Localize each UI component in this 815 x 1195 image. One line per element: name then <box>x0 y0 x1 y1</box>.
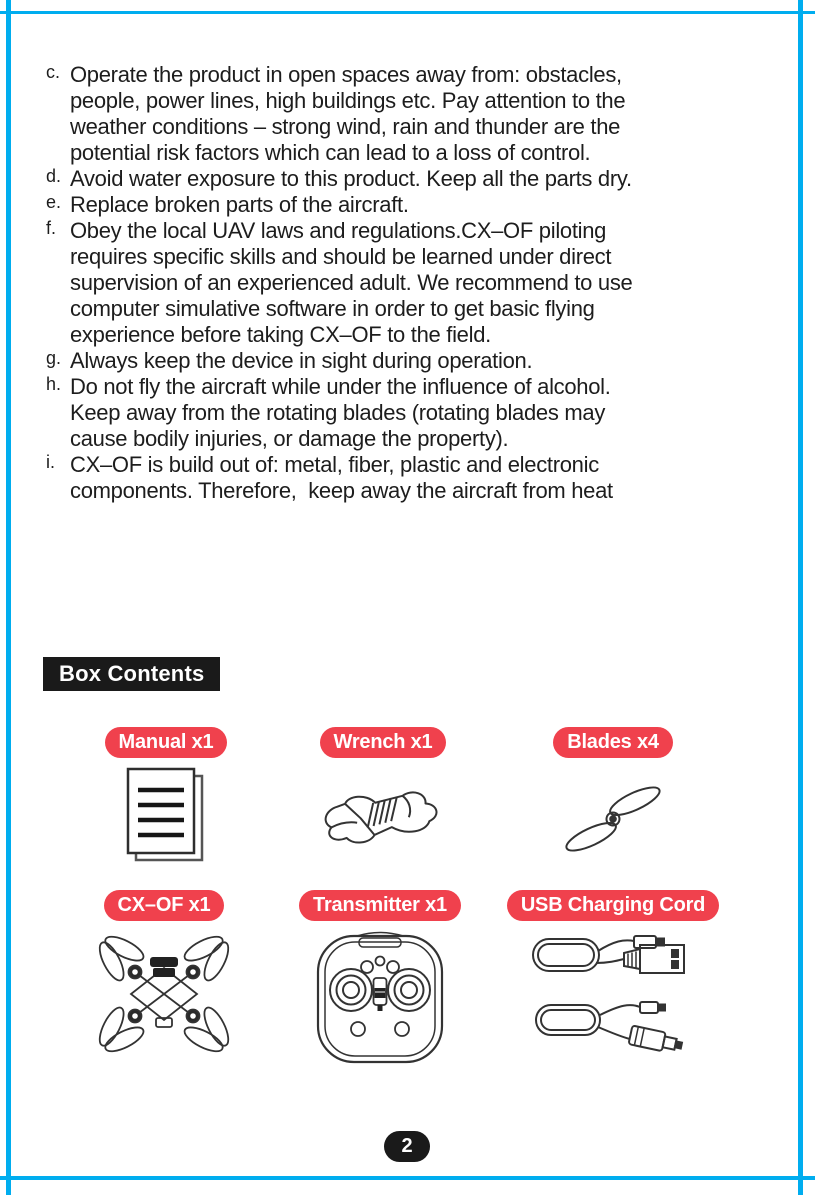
text-line: Obey the local UAV laws and regulations.CX–OF piloting <box>70 218 607 243</box>
blades-illustration-wrap <box>503 780 723 858</box>
page-number-badge <box>384 1131 430 1162</box>
safety-item <box>46 218 632 348</box>
safety-item-text <box>70 374 611 452</box>
box-item-wrench <box>273 727 493 867</box>
box-contents-title: Box Contents <box>59 661 205 686</box>
box-item-drone <box>54 890 274 1062</box>
page-border-right <box>798 0 803 1195</box>
safety-item <box>46 166 632 192</box>
page-number: 2 <box>401 1135 413 1157</box>
manual-illustration <box>120 766 212 866</box>
item-badge-manual: Manual x1 <box>105 727 228 758</box>
blades-illustration <box>553 780 673 858</box>
text-line: Do not fly the aircraft while under the influence of alcohol. <box>70 374 611 399</box>
text-line: Replace broken parts of the aircraft. <box>70 192 409 217</box>
safety-item-text <box>70 348 532 374</box>
safety-item-letter: i. <box>46 452 55 472</box>
text-line: weather conditions – strong wind, rain and thunder are the <box>70 114 621 139</box>
item-badge-usb-cord: USB Charging Cord <box>507 890 719 921</box>
box-item-manual <box>56 727 276 866</box>
transmitter-illustration-wrap <box>270 926 490 1066</box>
safety-item-letter: f. <box>46 218 57 238</box>
manual-illustration-wrap <box>56 766 276 866</box>
safety-item-text <box>70 62 625 166</box>
wrench-illustration-wrap <box>273 772 493 867</box>
page-border-top <box>0 11 815 14</box>
safety-item-letter: g. <box>46 348 62 368</box>
safety-item-letter: e. <box>46 192 62 212</box>
box-contents-header <box>43 657 220 691</box>
wrench-illustration <box>317 772 449 867</box>
item-badge-transmitter: Transmitter x1 <box>299 890 461 921</box>
safety-item <box>46 62 632 166</box>
safety-item-letter: d. <box>46 166 62 186</box>
text-line: CX–OF is build out of: metal, fiber, plastic and electronic <box>70 452 599 477</box>
text-line: potential risk factors which can lead to a loss of control. <box>70 140 591 165</box>
text-line: Always keep the device in sight during operation. <box>70 348 533 373</box>
safety-list <box>46 62 632 504</box>
safety-item-text <box>70 166 632 192</box>
safety-item <box>46 348 632 374</box>
text-line: Avoid water exposure to this product. Keep all the parts dry. <box>70 166 632 191</box>
box-item-usb-cord <box>503 890 723 1057</box>
box-item-transmitter <box>270 890 490 1066</box>
safety-item <box>46 374 632 452</box>
text-line: components. Therefore, keep away the aircraft from heat <box>70 478 613 503</box>
usb-cord-illustration-wrap <box>503 929 723 1057</box>
item-badge-blades: Blades x4 <box>553 727 673 758</box>
safety-item-text <box>70 192 409 218</box>
text-line: requires specific skills and should be learned under direct <box>70 244 612 269</box>
text-line: Keep away from the rotating blades (rotating blades may <box>70 400 606 425</box>
transmitter-illustration <box>315 926 445 1066</box>
text-line: computer simulative software in order to get basic flying <box>70 296 595 321</box>
text-line: experience before taking CX–OF to the field. <box>70 322 491 347</box>
drone-illustration-wrap <box>54 926 274 1062</box>
safety-item-text <box>70 452 613 504</box>
page-border-bottom <box>0 1176 815 1180</box>
box-item-blades <box>503 727 723 858</box>
page-border-left <box>6 0 11 1195</box>
item-badge-drone: CX–OF x1 <box>104 890 225 921</box>
text-line: people, power lines, high buildings etc. Pay attention to the <box>70 88 626 113</box>
safety-item <box>46 452 632 504</box>
safety-item <box>46 192 632 218</box>
safety-item-letter: c. <box>46 62 61 82</box>
text-line: supervision of an experienced adult. We recommend to use <box>70 270 633 295</box>
item-badge-wrench: Wrench x1 <box>320 727 447 758</box>
safety-item-text <box>70 218 632 348</box>
text-line: Operate the product in open spaces away from: obstacles, <box>70 62 622 87</box>
safety-item-letter: h. <box>46 374 62 394</box>
drone-illustration <box>89 926 239 1062</box>
usb-cord-illustration <box>528 929 698 1057</box>
text-line: cause bodily injuries, or damage the property). <box>70 426 509 451</box>
